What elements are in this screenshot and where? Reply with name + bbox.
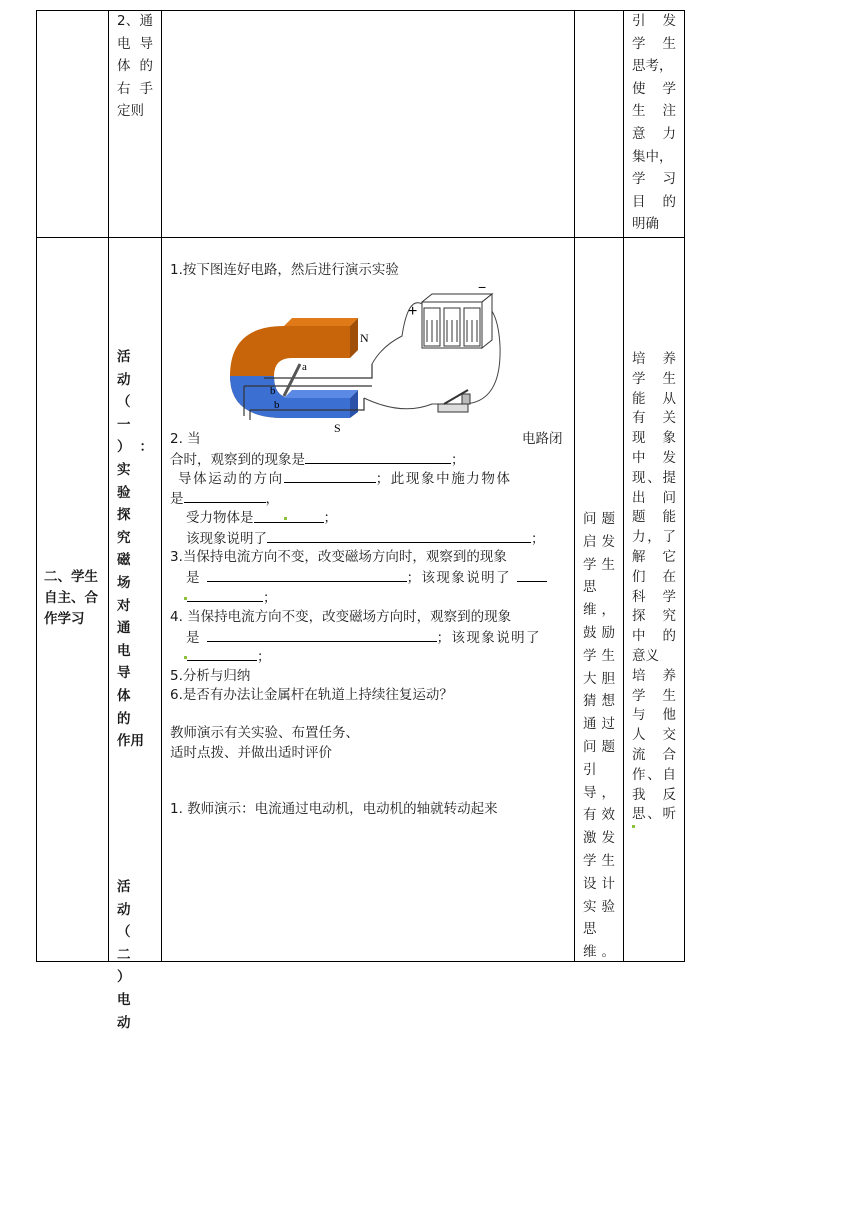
method-line: 激发: [583, 830, 615, 847]
experiment-figure: [222, 286, 512, 436]
s-pole-label: S: [334, 421, 341, 435]
comma: ，: [265, 491, 279, 507]
method-line: 学生: [583, 647, 615, 664]
method-line: 学生: [583, 852, 615, 869]
activity2-title-cell: [117, 876, 153, 1034]
intent-line: 集中，: [632, 148, 673, 165]
intent-line: 现、提: [632, 469, 676, 486]
marker-dot-wrap: [632, 825, 676, 828]
intent-line: 力，了: [632, 529, 676, 546]
activity-line: 活 动: [117, 879, 144, 918]
activity-line: 电 导: [117, 642, 144, 682]
battery: [422, 294, 492, 348]
step2-line5: [186, 508, 337, 528]
step3-line1: 3.当保持电流方向不变，改变磁场方向时，观察到的现象: [170, 549, 507, 565]
method-line: 问题: [583, 511, 615, 527]
semicolon: ；: [323, 510, 337, 526]
intent-line: 中 的: [632, 628, 676, 645]
intent-line: 明确: [632, 216, 659, 233]
intent-line: 流 合: [632, 746, 676, 763]
method-line: 猜想: [583, 693, 615, 710]
intent-line: 出 问: [632, 489, 676, 506]
label-b-bottom: b: [274, 399, 280, 411]
table-border-col5: [623, 10, 624, 962]
marker-dot: [284, 517, 287, 520]
activity-line: 实 验: [117, 461, 144, 501]
row1-topic-cell: [117, 10, 153, 123]
method-line: 学生: [583, 556, 615, 573]
step4-line2: [186, 627, 541, 648]
step2-line3: [178, 468, 512, 489]
intent-line: 培 养: [632, 351, 676, 367]
intent-line: 人 交: [632, 727, 676, 744]
intent-line: 中 发: [632, 449, 676, 466]
intent-line: 思考，: [632, 58, 673, 75]
blank-step3-phenomenon: [207, 567, 407, 582]
main-content-cell: [162, 238, 574, 961]
section-title-line: 自主、合: [44, 590, 98, 606]
blank-step4-conclusion: [187, 646, 257, 661]
intent-line: 解 它: [632, 548, 676, 565]
blank-step4-phenomenon: [207, 627, 437, 642]
activity-line: 活 动: [117, 349, 144, 388]
step6-text: 6.是否有办法让金属杆在轨道上持续往复运动？: [170, 687, 453, 703]
row2-method-cell: [583, 508, 615, 964]
intent-line: 目 的: [632, 193, 676, 210]
method-line: 思: [583, 921, 597, 938]
intent-line: 学 习: [632, 171, 676, 188]
intent-line: 探 究: [632, 608, 676, 625]
section-title-line: 二、学生: [44, 569, 98, 585]
method-line: 维，: [583, 602, 615, 619]
method-line: 导，: [583, 784, 615, 801]
method-line: 维。: [583, 944, 615, 961]
intent-line: 学 生: [632, 370, 676, 387]
method-line: 鼓励: [583, 624, 615, 641]
intent-line: 我 反: [632, 786, 676, 803]
step2-direction-label: 导体运动的方向: [178, 471, 284, 487]
table-border-right: [684, 10, 685, 962]
intent-line: 题 能: [632, 509, 676, 526]
method-line: 实验: [583, 898, 615, 915]
intent-line: 生 注: [632, 103, 676, 120]
intent-line: 们 在: [632, 568, 676, 585]
label-b-top: b: [270, 385, 276, 397]
marker-dot: [632, 825, 635, 828]
method-line: 设计: [583, 875, 615, 892]
teacher-note-line1: 教师演示有关实验、布置任务、: [170, 725, 359, 741]
step2-line1-right: 电路闭: [522, 431, 563, 447]
section-title-line: 作学习: [44, 611, 85, 627]
semicolon: ；: [531, 531, 545, 547]
step5-text: 5.分析与归纳: [170, 668, 251, 684]
step2-line6: [186, 528, 545, 549]
semicolon: ；: [451, 452, 465, 468]
method-line: 通过: [583, 716, 615, 733]
battery-minus-label: −: [478, 286, 487, 295]
topic-line: 体 的: [117, 58, 153, 75]
activity-line: 电 动: [117, 991, 144, 1031]
activity-line: 作用: [117, 733, 144, 750]
method-line: 大胆: [583, 670, 615, 687]
step4-is-label: 是: [186, 630, 201, 646]
blank-step3-conclusion-b: [187, 587, 263, 602]
intent-line: 意 力: [632, 125, 676, 142]
step1-text: 1.按下图连好电路，然后进行演示实验: [170, 262, 399, 278]
label-a: a: [302, 361, 307, 373]
method-line: 启发: [583, 533, 615, 550]
table-border-col2: [108, 10, 109, 962]
step2-conclusion-label: 该现象说明了: [186, 531, 267, 547]
intent-line: 引 发: [632, 13, 676, 29]
table-border-left: [36, 10, 37, 962]
intent-line: 思、听: [632, 806, 676, 823]
intent-line: 与 他: [632, 707, 676, 724]
intent-line: 有 关: [632, 410, 676, 427]
switch: [438, 390, 470, 412]
intent-line: 学 生: [632, 35, 676, 52]
intent-line: 现 象: [632, 430, 676, 447]
method-line: 问题: [583, 738, 615, 755]
semicolon: ；: [257, 649, 271, 665]
method-line: 有效: [583, 807, 615, 824]
activity-line: （ 二: [117, 924, 144, 963]
step3-is-label: 是: [186, 570, 201, 586]
intent-line: 科 学: [632, 588, 676, 605]
step3-line2: [186, 567, 547, 588]
blank-force-object: [184, 488, 266, 503]
n-pole-label: N: [360, 331, 369, 345]
activity-line: 探 究: [117, 507, 144, 546]
blank-step3-conclusion-a: [517, 567, 547, 582]
blank-conclusion: [267, 528, 531, 543]
activity1-title-cell: [117, 346, 153, 753]
topic-line: 2、通: [117, 13, 153, 29]
intent-line: 能 从: [632, 390, 676, 407]
step2-observation-label: 合时，观察到的现象是: [170, 452, 305, 468]
intent-line: 使 学: [632, 80, 676, 97]
demo-text: 1. 教师演示：电流通过电动机，电动机的轴就转动起来: [170, 801, 498, 817]
blank-observation: [305, 449, 451, 464]
topic-line: 定则: [117, 103, 144, 120]
method-line: 引: [583, 761, 597, 778]
activity-line: ）: [117, 969, 131, 986]
teacher-note-line2: 适时点拨、并做出适时评价: [170, 745, 332, 761]
activity-line: ） ：: [117, 439, 153, 456]
step2-is-label: 是: [170, 491, 184, 507]
horseshoe-magnet: [230, 318, 358, 418]
activity-line: 对 通: [117, 597, 144, 637]
activity-line: 磁 场: [117, 552, 144, 591]
blank-receiver: [254, 508, 324, 523]
intent-line: 学 生: [632, 687, 676, 704]
topic-line: 右 手: [117, 80, 153, 97]
step3-line3: [184, 587, 277, 608]
activity-line: （ 一: [117, 394, 144, 433]
step2-receiver-label: 受力物体是: [186, 510, 254, 526]
step3-conclusion-label: ；该现象说明了: [406, 570, 511, 586]
table-border-col4: [574, 10, 575, 962]
intent-line: 意义: [632, 647, 659, 664]
step2-force-label: ；此现象中施力物体: [375, 471, 512, 487]
step2-line1-left: 2. 当: [170, 431, 201, 447]
step4-line3: [184, 646, 271, 667]
row1-intent-cell: [632, 10, 676, 236]
intent-line: 培 养: [632, 667, 676, 684]
topic-line: 电 导: [117, 35, 153, 52]
blank-direction: [284, 468, 376, 483]
row2-intent-cell: [632, 350, 676, 828]
semicolon: ；: [263, 590, 277, 606]
battery-plus-label: +: [408, 303, 418, 320]
intent-line: 作、自: [632, 766, 676, 783]
step2-line4: [170, 488, 279, 509]
activity-line: 体 的: [117, 687, 144, 727]
section-title-cell: [44, 567, 106, 630]
step4-line1: 4. 当保持电流方向不变，改变磁场方向时，观察到的现象: [170, 609, 512, 625]
step4-conclusion-label: ；该现象说明了: [436, 630, 541, 646]
method-line: 思: [583, 579, 597, 596]
step2-line2: [170, 449, 465, 470]
